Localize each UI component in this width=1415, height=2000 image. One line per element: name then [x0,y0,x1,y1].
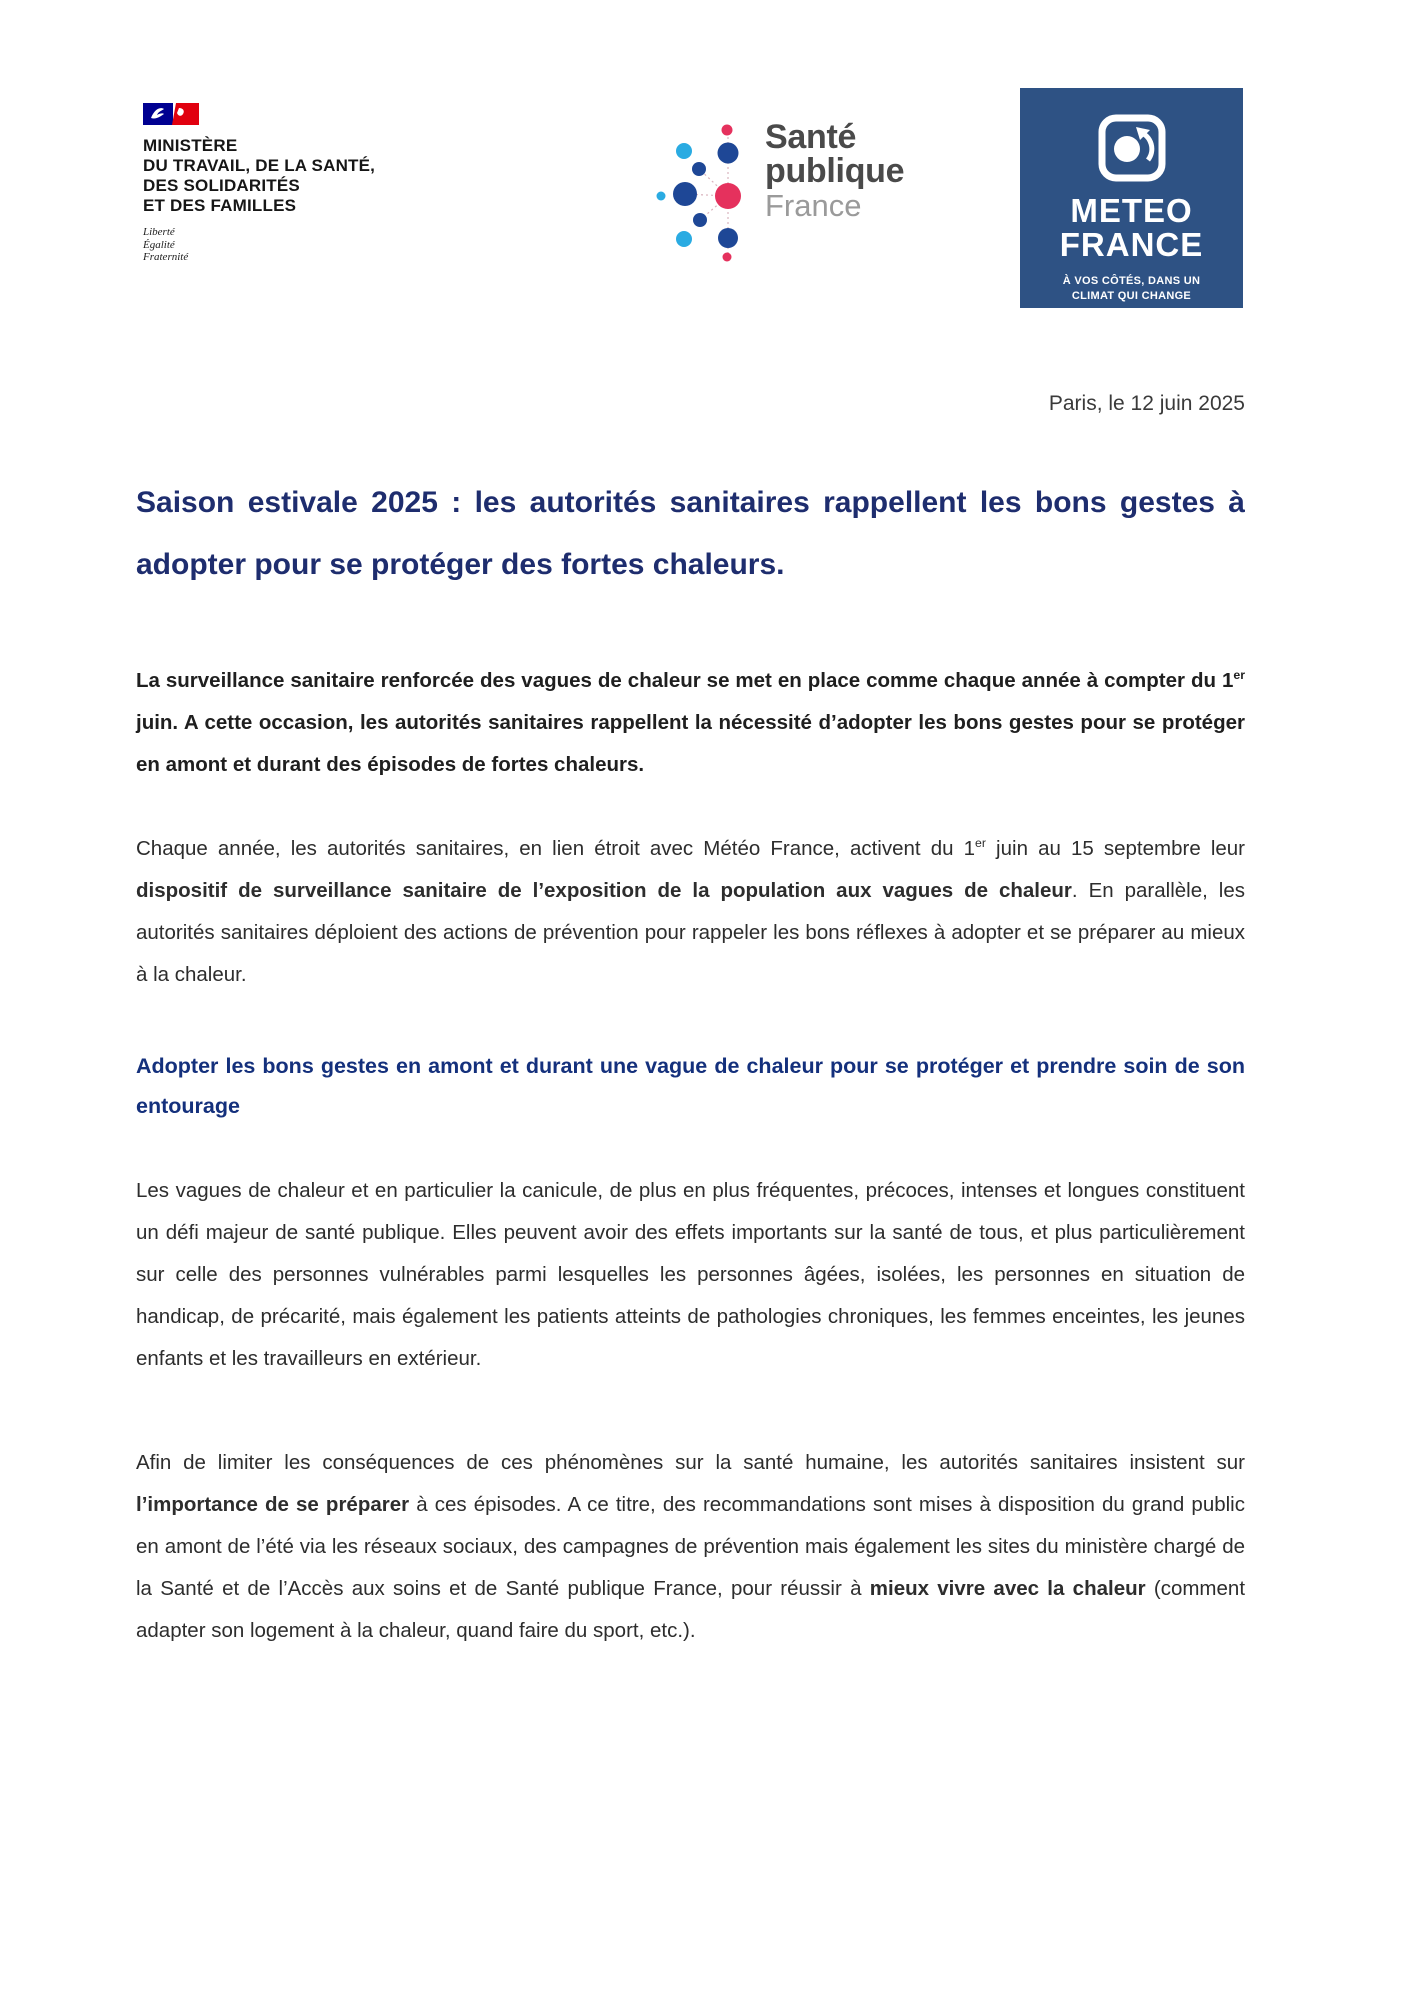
document-title: Saison estivale 2025 : les autorités sanitaires rappellent les bons gestes à adopter pour se protéger des fortes chaleurs. [136,486,1245,581]
ministry-name-line: ET DES FAMILLES [143,196,297,215]
paragraph-surveillance: Chaque année, les autorités sanitaires, en lien étroit avec Météo France, activent du 1er juin au 15 septembre leur dispositif de surveillance sanitaire de l’exposition de la population aux vagues de chaleur. En parallèle, les autorités sanitaires déploient des actions de prévention pour rappeler les bons réflexes à adopter et se préparer au mieux à la chaleur. [136,836,1246,986]
spf-text-line: publique [765,152,905,190]
spf-text-line: Santé [765,118,857,156]
ministry-name-line: DU TRAVAIL, DE LA SANTÉ, [143,156,376,175]
ministry-name-line: DES SOLIDARITÉS [143,176,300,195]
meteo-tagline-line: CLIMAT QUI CHANGE [1071,290,1192,302]
meteo-tagline-line: À VOS CÔTÉS, DANS UN [1062,275,1201,287]
dateline: Paris, le 12 juin 2025 [1048,392,1245,415]
meteo-name-line: FRANCE [1059,226,1204,263]
motto-line: Fraternité [143,251,189,263]
intro-paragraph: La surveillance sanitaire renforcée des vagues de chaleur se met en place comme chaque année à compter du 1er juin. A cette occasion, les autorités sanitaires rappellent la nécessité d’adopter les bons gestes pour se protéger en amont et durant des épisodes de fortes chaleurs. [136,668,1245,776]
paragraph-heat-risks: Les vagues de chaleur et en particulier la canicule, de plus en plus fréquentes, précoces, intenses et longues constituent un défi majeur de santé publique. Elles peuvent avoir des effets importants sur la santé de tous, et plus particulièrement sur celle des personnes vulnérables parmi lesquelles les personnes âgées, isolées, les personnes en situation de handicap, de précarité, mais également les patients atteints de pathologies chroniques, les femmes enceintes, les jeunes enfants et les travailleurs en extérieur. [136,1179,1245,1370]
spf-text-line: France [765,188,862,223]
motto-line: Liberté [143,226,175,238]
motto-line: Égalité [143,238,175,251]
meteo-name-line: METEO [1070,192,1193,229]
paragraph-preparation: Afin de limiter les conséquences de ces phénomènes sur la santé humaine, les autorités sanitaires insistent sur l’importance de se préparer à ces épisodes. A ce titre, des recommandations sont mises à disposition du grand public en amont de l’été via les réseaux sociaux, des campagnes de prévention mais également les sites du ministère chargé de la Santé et de l’Accès aux soins et de Santé publique France, pour réussir à mieux vivre avec la chaleur (comment adapter son logement à la chaleur, quand faire du sport, etc.). [136,1451,1246,1642]
section-subheading: Adopter les bons gestes en amont et durant une vague de chaleur pour se protéger et prendre soin de son entourage [136,1054,1245,1118]
ministry-name-line: MINISTÈRE [143,136,238,155]
